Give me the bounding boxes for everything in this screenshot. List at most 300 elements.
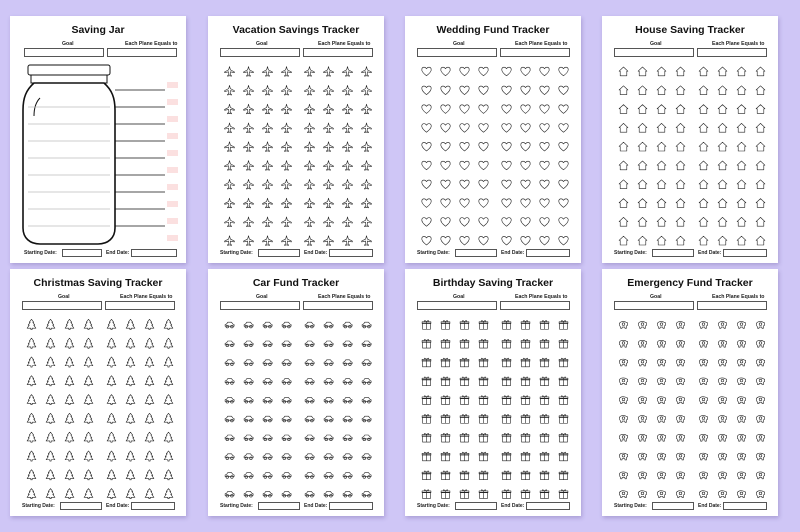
house-icon	[737, 199, 746, 208]
car-icon	[305, 491, 314, 497]
tree-icon	[65, 357, 74, 367]
gift-icon	[559, 490, 568, 499]
gift-icon	[502, 415, 511, 424]
piggy-icon	[718, 491, 726, 498]
end-date-field[interactable]	[329, 502, 373, 510]
car-icon	[244, 416, 253, 422]
house-icon	[676, 123, 685, 132]
plane-value-field[interactable]	[303, 301, 373, 310]
house-icon	[657, 236, 666, 245]
plane-icon	[225, 67, 235, 77]
start-date-field[interactable]	[652, 502, 694, 510]
piggy-icon	[737, 322, 745, 329]
plane-icon	[343, 161, 353, 171]
tree-icon	[27, 395, 36, 405]
piggy-icon	[657, 491, 665, 498]
car-icon	[263, 360, 272, 366]
house-icon	[676, 86, 685, 95]
gift-icon	[521, 452, 530, 461]
plane-icon	[343, 142, 353, 152]
heart-icon	[479, 105, 488, 114]
house-icon	[638, 105, 647, 114]
gift-icon	[422, 396, 431, 405]
piggy-icon	[737, 453, 745, 460]
tree-icon	[126, 357, 135, 367]
goal-field[interactable]	[220, 301, 300, 310]
plane-icon	[305, 236, 315, 246]
car-icon	[305, 416, 314, 422]
house-icon	[756, 180, 765, 189]
goal-field[interactable]	[22, 301, 102, 310]
tree-icon	[164, 338, 173, 348]
start-date-field[interactable]	[652, 249, 694, 257]
car-icon	[324, 379, 333, 385]
piggy-icon	[619, 453, 627, 460]
heart-icon	[502, 199, 511, 208]
car-icon	[263, 473, 272, 479]
jar-illustration	[20, 62, 178, 246]
piggy-icon	[676, 472, 684, 479]
gift-icon	[540, 321, 549, 330]
heart-icon	[441, 236, 450, 245]
car-icon	[305, 397, 314, 403]
heart-icon	[422, 86, 431, 95]
heart-icon	[479, 199, 488, 208]
gift-icon	[521, 433, 530, 442]
car-icon	[362, 360, 371, 366]
tree-icon	[145, 489, 154, 499]
heart-icon	[422, 142, 431, 151]
heart-icon	[422, 236, 431, 245]
house-icon	[699, 105, 708, 114]
start-date-field[interactable]	[60, 502, 102, 510]
plane-value-field[interactable]	[500, 301, 570, 310]
gift-icon	[540, 396, 549, 405]
car-icon	[324, 397, 333, 403]
goal-field[interactable]	[614, 301, 694, 310]
car-icon	[225, 322, 234, 328]
tree-icon	[65, 489, 74, 499]
piggy-icon	[676, 491, 684, 498]
house-icon	[657, 67, 666, 76]
car-icon	[263, 454, 272, 460]
house-icon	[638, 199, 647, 208]
gift-icon	[502, 490, 511, 499]
plane-value-field[interactable]	[697, 48, 767, 57]
tree-icon	[164, 432, 173, 442]
house-icon	[718, 142, 727, 151]
piggy-icon	[619, 359, 627, 366]
page-emergency-fund	[602, 269, 778, 516]
plane-icon-grid	[220, 62, 372, 250]
house-icon	[676, 161, 685, 170]
piggy-icon	[676, 322, 684, 329]
end-date-field[interactable]	[131, 249, 177, 257]
house-icon	[756, 217, 765, 226]
piggy-icon	[756, 322, 764, 329]
plane-icon	[324, 142, 334, 152]
goal-field[interactable]	[417, 301, 497, 310]
house-icon	[638, 67, 647, 76]
plane-icon	[225, 217, 235, 227]
house-icon	[737, 67, 746, 76]
page-christmas-saving	[10, 269, 186, 516]
piggy-icon	[638, 340, 646, 347]
piggy-icon	[718, 378, 726, 385]
piggy-icon	[676, 453, 684, 460]
gift-icon	[502, 471, 511, 480]
plane-icon	[263, 198, 273, 208]
car-icon	[282, 397, 291, 403]
tree-icon	[65, 470, 74, 480]
tree-icon	[27, 432, 36, 442]
tree-icon	[164, 451, 173, 461]
house-icon	[619, 142, 628, 151]
tree-icon	[46, 338, 55, 348]
car-icon	[282, 416, 291, 422]
heart-icon	[441, 86, 450, 95]
house-icon	[676, 236, 685, 245]
gift-icon	[422, 433, 431, 442]
goal-label: Goal	[453, 294, 465, 300]
car-icon	[324, 360, 333, 366]
heart-icon	[540, 86, 549, 95]
gift-icon	[441, 377, 450, 386]
plane-value-field[interactable]	[500, 48, 570, 57]
heart-icon	[422, 105, 431, 114]
piggy-icon	[737, 340, 745, 347]
tree-icon	[145, 376, 154, 386]
heart-icon	[422, 67, 431, 76]
plane-label: Each Plane Equals to	[712, 41, 765, 47]
plane-value-field[interactable]	[105, 301, 175, 310]
piggy-icon	[657, 322, 665, 329]
heart-icon	[479, 67, 488, 76]
tracker-grid	[417, 315, 569, 503]
plane-label: Each Plane Equals to	[125, 41, 178, 47]
piggy-icon	[619, 472, 627, 479]
piggy-icon	[638, 322, 646, 329]
gift-icon	[441, 358, 450, 367]
end-date-field[interactable]	[329, 249, 373, 257]
car-icon	[225, 379, 234, 385]
tree-icon	[84, 432, 93, 442]
piggy-icon	[638, 491, 646, 498]
piggy-icon	[756, 340, 764, 347]
car-icon	[282, 473, 291, 479]
heart-icon	[479, 236, 488, 245]
heart-icon	[521, 199, 530, 208]
tree-icon	[164, 489, 173, 499]
plane-icon	[225, 142, 235, 152]
plane-icon	[362, 123, 372, 133]
gift-icon	[441, 433, 450, 442]
house-icon	[699, 86, 708, 95]
house-icon	[676, 67, 685, 76]
piggy-icon	[619, 397, 627, 404]
piggy-icon	[638, 359, 646, 366]
heart-icon	[441, 161, 450, 170]
house-icon	[638, 161, 647, 170]
plane-icon	[282, 67, 292, 77]
tree-icon	[27, 357, 36, 367]
tree-icon	[84, 376, 93, 386]
house-icon	[756, 236, 765, 245]
house-icon	[756, 161, 765, 170]
house-icon	[638, 86, 647, 95]
house-icon	[699, 180, 708, 189]
gift-icon	[479, 490, 488, 499]
plane-icon	[305, 123, 315, 133]
car-icon	[263, 397, 272, 403]
house-icon	[657, 105, 666, 114]
piggy-icon	[756, 397, 764, 404]
house-icon	[718, 161, 727, 170]
heart-icon-grid	[417, 62, 569, 250]
piggy-icon	[699, 340, 707, 347]
tracker-grid	[417, 62, 569, 250]
piggy-icon	[619, 491, 627, 498]
goal-field[interactable]	[220, 48, 300, 57]
house-icon	[756, 105, 765, 114]
start-date-field[interactable]	[62, 249, 102, 257]
car-icon	[362, 491, 371, 497]
gift-icon	[540, 490, 549, 499]
house-icon	[718, 236, 727, 245]
goal-label: Goal	[256, 294, 268, 300]
plane-label: Each Plane Equals to	[318, 41, 371, 47]
car-icon	[225, 454, 234, 460]
heart-icon	[559, 124, 568, 133]
plane-icon	[305, 142, 315, 152]
heart-icon	[479, 161, 488, 170]
gift-icon	[441, 452, 450, 461]
car-icon	[263, 491, 272, 497]
tree-icon-grid	[22, 315, 174, 503]
gift-icon	[422, 358, 431, 367]
end-date-field[interactable]	[526, 502, 570, 510]
car-icon	[343, 435, 352, 441]
piggy-icon	[756, 416, 764, 423]
piggy-icon	[756, 491, 764, 498]
plane-icon	[305, 217, 315, 227]
tree-icon	[84, 357, 93, 367]
car-icon	[305, 322, 314, 328]
car-icon	[362, 473, 371, 479]
plane-icon	[244, 161, 254, 171]
end-date-field[interactable]	[131, 502, 175, 510]
piggy-icon	[638, 453, 646, 460]
heart-icon	[502, 86, 511, 95]
heart-icon	[422, 218, 431, 227]
heart-icon	[422, 161, 431, 170]
goal-label: Goal	[650, 294, 662, 300]
piggy-icon	[737, 472, 745, 479]
car-icon	[244, 322, 253, 328]
house-icon	[718, 217, 727, 226]
gift-icon	[441, 471, 450, 480]
gift-icon	[502, 433, 511, 442]
plane-value-field[interactable]	[303, 48, 373, 57]
plane-value-field[interactable]	[697, 301, 767, 310]
piggy-icon	[676, 434, 684, 441]
plane-icon	[225, 161, 235, 171]
piggy-icon	[737, 397, 745, 404]
heart-icon	[502, 161, 511, 170]
piggy-icon	[699, 434, 707, 441]
heart-icon	[540, 67, 549, 76]
plane-icon	[263, 85, 273, 95]
car-icon	[324, 435, 333, 441]
tree-icon	[126, 413, 135, 423]
plane-icon	[244, 67, 254, 77]
end-date-label: End Date:	[304, 250, 328, 256]
start-date-field[interactable]	[258, 249, 300, 257]
car-icon	[282, 454, 291, 460]
heart-icon	[479, 124, 488, 133]
heart-icon	[460, 161, 469, 170]
gift-icon	[521, 377, 530, 386]
piggy-icon	[676, 359, 684, 366]
piggy-icon	[756, 472, 764, 479]
tree-icon	[84, 413, 93, 423]
car-icon	[362, 454, 371, 460]
page-title: Birthday Saving Tracker	[432, 277, 554, 289]
gift-icon	[479, 471, 488, 480]
start-date-field[interactable]	[455, 502, 497, 510]
house-icon	[657, 199, 666, 208]
car-icon	[324, 322, 333, 328]
house-icon	[638, 217, 647, 226]
house-icon	[699, 142, 708, 151]
tree-icon	[107, 432, 116, 442]
goal-field[interactable]	[24, 48, 104, 57]
start-date-label: Starting Date:	[24, 250, 57, 256]
piggy-icon	[657, 397, 665, 404]
car-icon	[225, 360, 234, 366]
goal-field[interactable]	[614, 48, 694, 57]
start-date-field[interactable]	[258, 502, 300, 510]
plane-icon	[282, 198, 292, 208]
house-icon	[737, 161, 746, 170]
gift-icon	[559, 415, 568, 424]
house-icon	[638, 123, 647, 132]
start-date-label: Starting Date:	[614, 503, 647, 509]
car-icon	[362, 379, 371, 385]
tree-icon	[145, 470, 154, 480]
end-date-field[interactable]	[723, 502, 767, 510]
plane-icon	[362, 236, 372, 246]
heart-icon	[559, 67, 568, 76]
plane-icon	[282, 179, 292, 189]
plane-value-field[interactable]	[107, 48, 177, 57]
plane-icon	[305, 179, 315, 189]
piggy-icon	[718, 453, 726, 460]
house-icon	[619, 105, 628, 114]
tree-icon	[107, 470, 116, 480]
heart-icon	[441, 67, 450, 76]
tree-icon	[107, 338, 116, 348]
piggy-icon	[718, 434, 726, 441]
plane-icon	[343, 104, 353, 114]
car-icon	[263, 416, 272, 422]
plane-icon	[263, 217, 273, 227]
house-icon	[699, 67, 708, 76]
tree-icon	[164, 395, 173, 405]
gift-icon	[479, 339, 488, 348]
page-title: Christmas Saving Tracker	[33, 277, 163, 289]
house-icon	[737, 217, 746, 226]
goal-field[interactable]	[417, 48, 497, 57]
tree-icon	[126, 451, 135, 461]
end-date-field[interactable]	[526, 249, 570, 257]
plane-icon	[324, 179, 334, 189]
plane-icon	[324, 236, 334, 246]
car-icon	[225, 491, 234, 497]
heart-icon	[521, 67, 530, 76]
start-date-label: Starting Date:	[220, 503, 253, 509]
plane-icon	[225, 198, 235, 208]
house-icon-grid	[614, 62, 766, 250]
gift-icon-grid	[417, 315, 569, 503]
piggy-icon	[619, 340, 627, 347]
car-icon	[244, 397, 253, 403]
page-wedding-fund	[405, 16, 581, 263]
tree-icon	[145, 451, 154, 461]
piggy-icon	[657, 472, 665, 479]
page-title: Vacation Savings Tracker	[232, 24, 360, 36]
plane-icon	[282, 104, 292, 114]
tree-icon	[145, 432, 154, 442]
gift-icon	[559, 358, 568, 367]
car-icon	[362, 416, 371, 422]
tree-icon	[65, 395, 74, 405]
plane-label: Each Plane Equals to	[515, 294, 568, 300]
plane-icon	[324, 198, 334, 208]
tracker-grid	[220, 62, 372, 250]
gift-icon	[460, 396, 469, 405]
heart-icon	[502, 124, 511, 133]
tree-icon	[164, 413, 173, 423]
tree-icon	[65, 376, 74, 386]
gift-icon	[559, 377, 568, 386]
tree-icon	[107, 489, 116, 499]
tree-icon	[126, 376, 135, 386]
plane-icon	[244, 198, 254, 208]
tree-icon	[27, 319, 36, 329]
house-icon	[737, 236, 746, 245]
car-icon	[225, 397, 234, 403]
heart-icon	[502, 236, 511, 245]
end-date-label: End Date:	[304, 503, 328, 509]
heart-icon	[521, 161, 530, 170]
heart-icon	[521, 218, 530, 227]
end-date-label: End Date:	[501, 250, 525, 256]
car-icon	[282, 322, 291, 328]
gift-icon	[422, 452, 431, 461]
gift-icon	[540, 339, 549, 348]
plane-icon	[343, 217, 353, 227]
car-icon	[225, 341, 234, 347]
page-car-fund	[208, 269, 384, 516]
piggy-icon	[657, 453, 665, 460]
end-date-field[interactable]	[723, 249, 767, 257]
tree-icon	[27, 376, 36, 386]
start-date-field[interactable]	[455, 249, 497, 257]
gift-icon	[559, 433, 568, 442]
heart-icon	[540, 199, 549, 208]
piggy-icon-grid	[614, 315, 766, 503]
